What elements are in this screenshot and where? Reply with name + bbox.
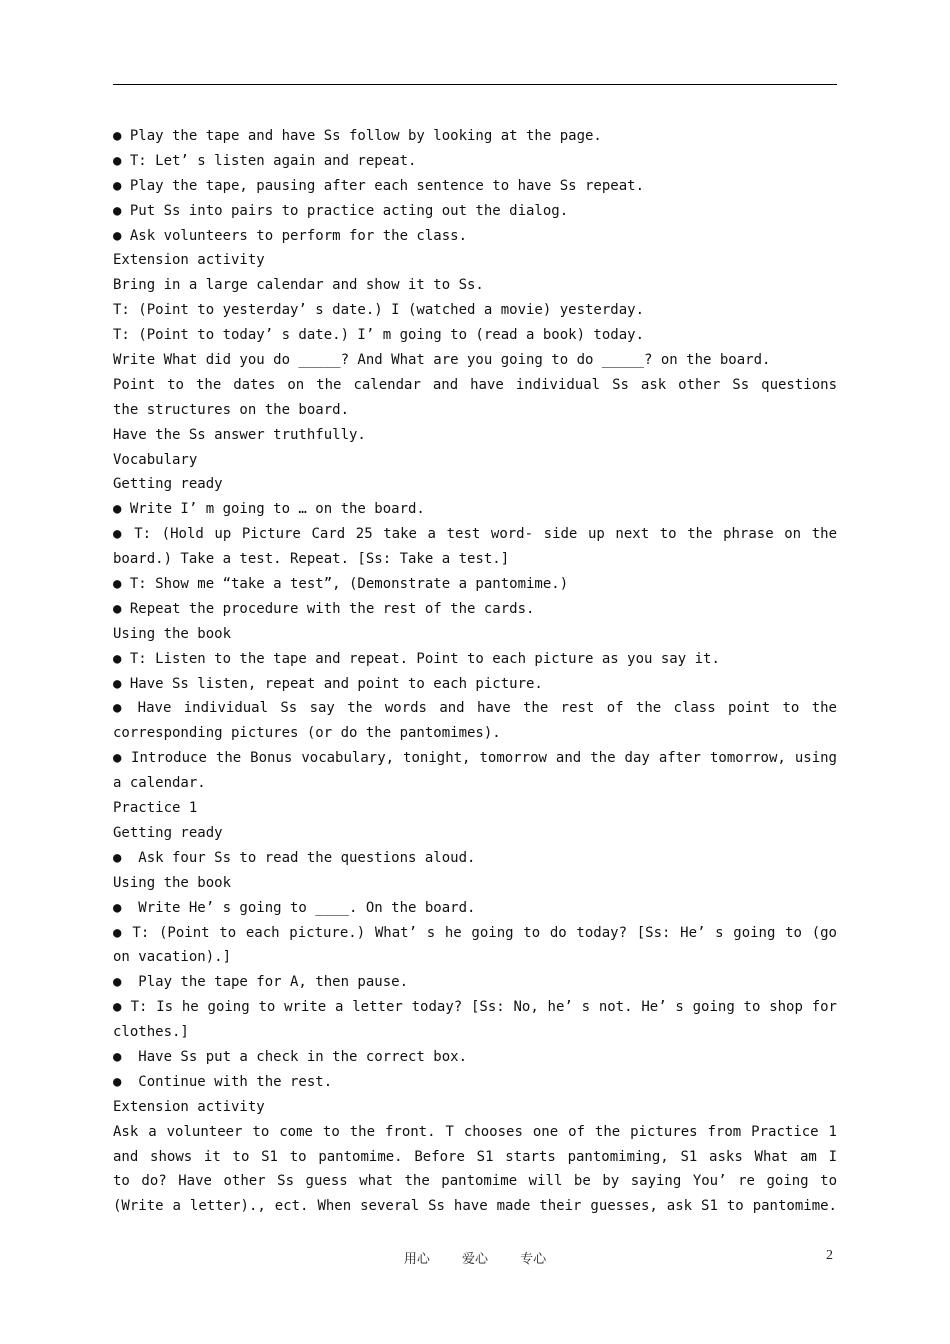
- text-line: ● T: (Hold up Picture Card 25 take a test word- side up next to the phrase on the: [113, 526, 837, 543]
- text-line: the structures on the board.: [113, 401, 350, 418]
- text-line: ● Introduce the Bonus vocabulary, tonight, tomorrow and the day after tomorrow, using: [113, 750, 837, 767]
- text-line: Write What did you do _____? And What are you going to do _____? on the board.: [113, 352, 771, 369]
- text-line: ● Ask volunteers to perform for the class.: [113, 227, 468, 244]
- text-line: ● Play the tape and have Ss follow by looking at the page.: [113, 128, 602, 144]
- text-line: Practice 1: [113, 800, 198, 817]
- text-line: ● Play the tape for A, then pause.: [113, 974, 409, 991]
- text-line: Bring in a large calendar and show it to Ss.: [113, 277, 484, 294]
- text-line: (Write a letter)., ect. When several Ss have made their guesses, ask S1 to pantomime.: [113, 1198, 837, 1215]
- text-line: and shows it to S1 to pantomime. Before S1 starts pantomiming, S1 asks What am I: [113, 1148, 837, 1165]
- text-line: a calendar.: [113, 775, 206, 792]
- text-line: Getting ready: [113, 476, 223, 493]
- text-line: Point to the dates on the calendar and have individual Ss ask other Ss questions: [113, 376, 837, 393]
- text-line: ● Have Ss listen, repeat and point to each picture.: [113, 675, 543, 692]
- text-line: on vacation).]: [113, 949, 232, 966]
- text-line: Extension activity: [113, 1098, 265, 1115]
- text-line: corresponding pictures (or do the pantomimes).: [113, 725, 501, 742]
- text-line: Using the book: [113, 874, 232, 891]
- header-rule: [113, 84, 837, 85]
- text-line: ● Write He’ s going to ____. On the board.: [113, 899, 476, 916]
- text-line: to do? Have other Ss guess what the pantomime will be by saying You’ re going to: [113, 1173, 837, 1190]
- text-line: ● T: Show me “take a test”, (Demonstrate a pantomime.): [113, 576, 569, 593]
- text-line: ● T: Is he going to write a letter today? [Ss: No, he’ s not. He’ s going to shop for: [113, 999, 837, 1016]
- text-line: clothes.]: [113, 1024, 189, 1041]
- text-line: ● Continue with the rest.: [113, 1073, 333, 1090]
- page-number: 2: [826, 1248, 833, 1263]
- text-line: Ask a volunteer to come to the front. T chooses one of the pictures from Practice 1: [113, 1123, 837, 1140]
- text-line: ● T: Let’ s listen again and repeat.: [113, 152, 417, 169]
- text-line: ● T: Listen to the tape and repeat. Point to each picture as you say it.: [113, 650, 720, 667]
- text-line: board.) Take a test. Repeat. [Ss: Take a test.]: [113, 551, 510, 568]
- text-line: Getting ready: [113, 824, 223, 841]
- document-body: [113, 124, 837, 1219]
- text-line: T: (Point to yesterday’ s date.) I (watched a movie) yesterday.: [113, 302, 645, 319]
- footer-slogan: 用心 爱心 专心: [403, 1252, 547, 1267]
- text-line: Have the Ss answer truthfully.: [113, 426, 366, 443]
- text-line: ● Ask four Ss to read the questions aloud.: [113, 849, 476, 866]
- text-line: ● Have individual Ss say the words and have the rest of the class point to the: [113, 700, 837, 717]
- text-line: Extension activity: [113, 252, 265, 269]
- text-line: ● Write I’ m going to … on the board.: [113, 501, 425, 518]
- text-line: ● Have Ss put a check in the correct box.: [113, 1048, 468, 1065]
- text-line: ● Play the tape, pausing after each sentence to have Ss repeat.: [113, 177, 645, 194]
- text-line: ● T: (Point to each picture.) What’ s he going to do today? [Ss: He’ s going to (go: [113, 924, 837, 941]
- text-line: Vocabulary: [113, 451, 198, 468]
- text-line: T: (Point to today’ s date.) I’ m going to (read a book) today.: [113, 327, 645, 344]
- text-line: ● Repeat the procedure with the rest of the cards.: [113, 600, 535, 617]
- text-line: Using the book: [113, 625, 232, 642]
- text-line: ● Put Ss into pairs to practice acting out the dialog.: [113, 202, 569, 219]
